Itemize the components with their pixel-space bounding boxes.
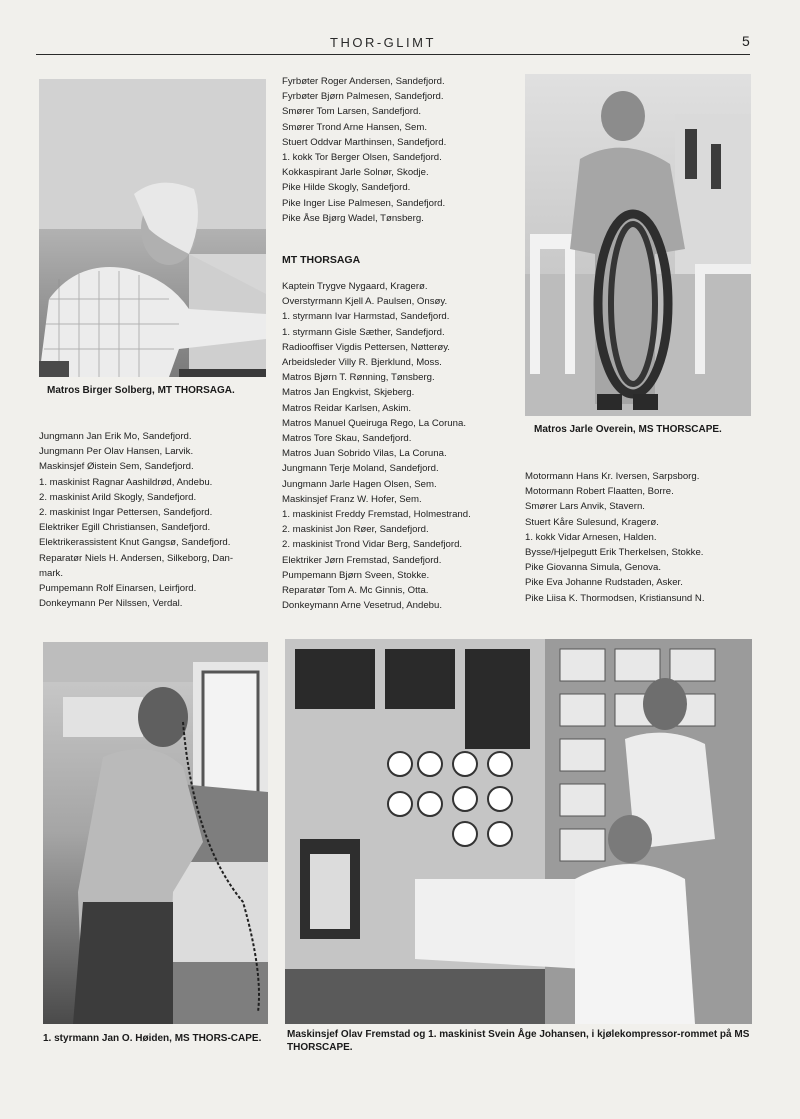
list-item: Jungmann Terje Moland, Sandefjord. [282, 463, 439, 475]
list-item: 2. maskinist Trond Vidar Berg, Sandefjord. [282, 539, 463, 551]
list-item: Maskinsjef Franz W. Hofer, Sem. [282, 493, 422, 505]
left-crew-list [39, 429, 269, 611]
list-item: Matros Tore Skau, Sandefjord. [282, 433, 412, 445]
list-item: 1. kokk Tor Berger Olsen, Sandefjord. [282, 152, 442, 164]
list-item: Pumpemann Bjørn Sveen, Stokke. [282, 569, 430, 581]
thorsaga-crew-list [282, 279, 517, 613]
list-item: 2. maskinist Arild Skogly, Sandefjord. [39, 491, 197, 503]
list-item: Matros Reidar Karlsen, Askim. [282, 402, 412, 414]
list-item: Jungmann Jan Erik Mo, Sandefjord. [39, 431, 192, 442]
list-item: 1. styrmann Ivar Harmstad, Sandefjord. [282, 311, 450, 323]
list-item: Arbeidsleder Villy R. Bjerklund, Moss. [282, 357, 442, 369]
caption-birger-solberg: Matros Birger Solberg, MT THORSAGA. [47, 385, 235, 396]
photo-fremstad-johansen [285, 639, 752, 1024]
list-item: Fyrbøter Bjørn Palmesen, Sandefjord. [282, 91, 444, 103]
list-item: Smører Lars Anvik, Stavern. [525, 501, 645, 513]
list-item: Matros Juan Sobrido Vilas, La Coruna. [282, 448, 447, 460]
photo-birger-solberg [39, 79, 266, 377]
list-item: Kokkaspirant Jarle Solnør, Skodje. [282, 167, 429, 179]
list-item: Jungmann Jarle Hagen Olsen, Sem. [282, 478, 437, 490]
list-item: Radiooffiser Vigdis Pettersen, Nøtterøy. [282, 341, 450, 353]
list-item: Motormann Hans Kr. Iversen, Sarpsborg. [525, 471, 700, 482]
list-item: Matros Manuel Queiruga Rego, La Coruna. [282, 417, 466, 429]
list-item: Elektriker Jørn Fremstad, Sandefjord. [282, 554, 442, 566]
magazine-title: THOR-GLIMT [330, 35, 436, 50]
list-item: Donkeymann Per Nilssen, Verdal. [39, 598, 183, 610]
list-item: Stuert Kåre Sulesund, Kragerø. [525, 516, 659, 528]
photo-jarle-overein [525, 74, 751, 416]
list-item: Pike Eva Johanne Rudstaden, Asker. [525, 577, 683, 589]
list-item: Pike Liisa K. Thormodsen, Kristiansund N. [525, 592, 705, 604]
caption-jan-hoiden: 1. styrmann Jan O. Høiden, MS THORS-CAPE. [43, 1033, 262, 1044]
middle-crew-list [282, 74, 512, 226]
list-item: Donkeymann Arne Vesetrud, Andebu. [282, 600, 443, 612]
list-item: 2. maskinist Ingar Pettersen, Sandefjord. [39, 507, 213, 519]
list-item: mark. [39, 567, 63, 579]
list-item: Matros Jan Engkvist, Skjeberg. [282, 387, 415, 399]
list-item: 1. maskinist Freddy Fremstad, Holmestrand. [282, 509, 471, 521]
list-item: 1. maskinist Ragnar Aashildrød, Andebu. [39, 476, 213, 488]
list-item: Elektriker Egill Christiansen, Sandefjord. [39, 522, 211, 534]
list-item: Elektrikerassistent Knut Gangsø, Sandefjord. [39, 537, 231, 549]
list-item: Matros Bjørn T. Rønning, Tønsberg. [282, 372, 435, 384]
list-item: Pike Inger Lise Palmesen, Sandefjord. [282, 197, 446, 209]
list-item: 2. maskinist Jon Røer, Sandefjord. [282, 524, 429, 536]
list-item: Reparatør Niels H. Andersen, Silkeborg, Dan- [39, 552, 234, 564]
caption-jarle-overein: Matros Jarle Overein, MS THORSCAPE. [534, 424, 722, 435]
list-item: Overstyrmann Kjell A. Paulsen, Onsøy. [282, 296, 448, 308]
list-item: Bysse/Hjelpegutt Erik Therkelsen, Stokke. [525, 547, 704, 559]
list-item: Motormann Robert Flaatten, Borre. [525, 486, 674, 498]
list-item: Pike Giovanna Simula, Genova. [525, 562, 661, 574]
list-item: Stuert Oddvar Marthinsen, Sandefjord. [282, 136, 447, 148]
section-heading-thorsaga: MT THORSAGA [282, 254, 361, 266]
list-item: Pike Hilde Skogly, Sandefjord. [282, 182, 411, 194]
list-item: Smører Trond Arne Hansen, Sem. [282, 121, 428, 133]
list-item: Fyrbøter Roger Andersen, Sandefjord. [282, 76, 445, 87]
list-item: Jungmann Per Olav Hansen, Larvik. [39, 446, 194, 458]
page-number: 5 [742, 33, 750, 49]
list-item: Smører Tom Larsen, Sandefjord. [282, 106, 421, 118]
list-item: Kaptein Trygve Nygaard, Kragerø. [282, 281, 428, 292]
list-item: Pumpemann Rolf Einarsen, Leirfjord. [39, 583, 197, 595]
header-divider [36, 54, 750, 55]
right-crew-list [525, 469, 760, 606]
caption-fremstad-johansen: Maskinsjef Olav Fremstad og 1. maskinist Svein Åge Johansen, i kjølekompressor-rommet på MS THORSCAPE. [287, 1029, 750, 1053]
list-item: Reparatør Tom A. Mc Ginnis, Otta. [282, 585, 429, 597]
list-item: Pike Åse Bjørg Wadel, Tønsberg. [282, 212, 424, 224]
list-item: 1. styrmann Gisle Sæther, Sandefjord. [282, 326, 445, 338]
list-item: 1. kokk Vidar Arnesen, Halden. [525, 531, 657, 543]
list-item: Maskinsjef Øistein Sem, Sandefjord. [39, 461, 194, 473]
photo-jan-hoiden [43, 642, 268, 1024]
